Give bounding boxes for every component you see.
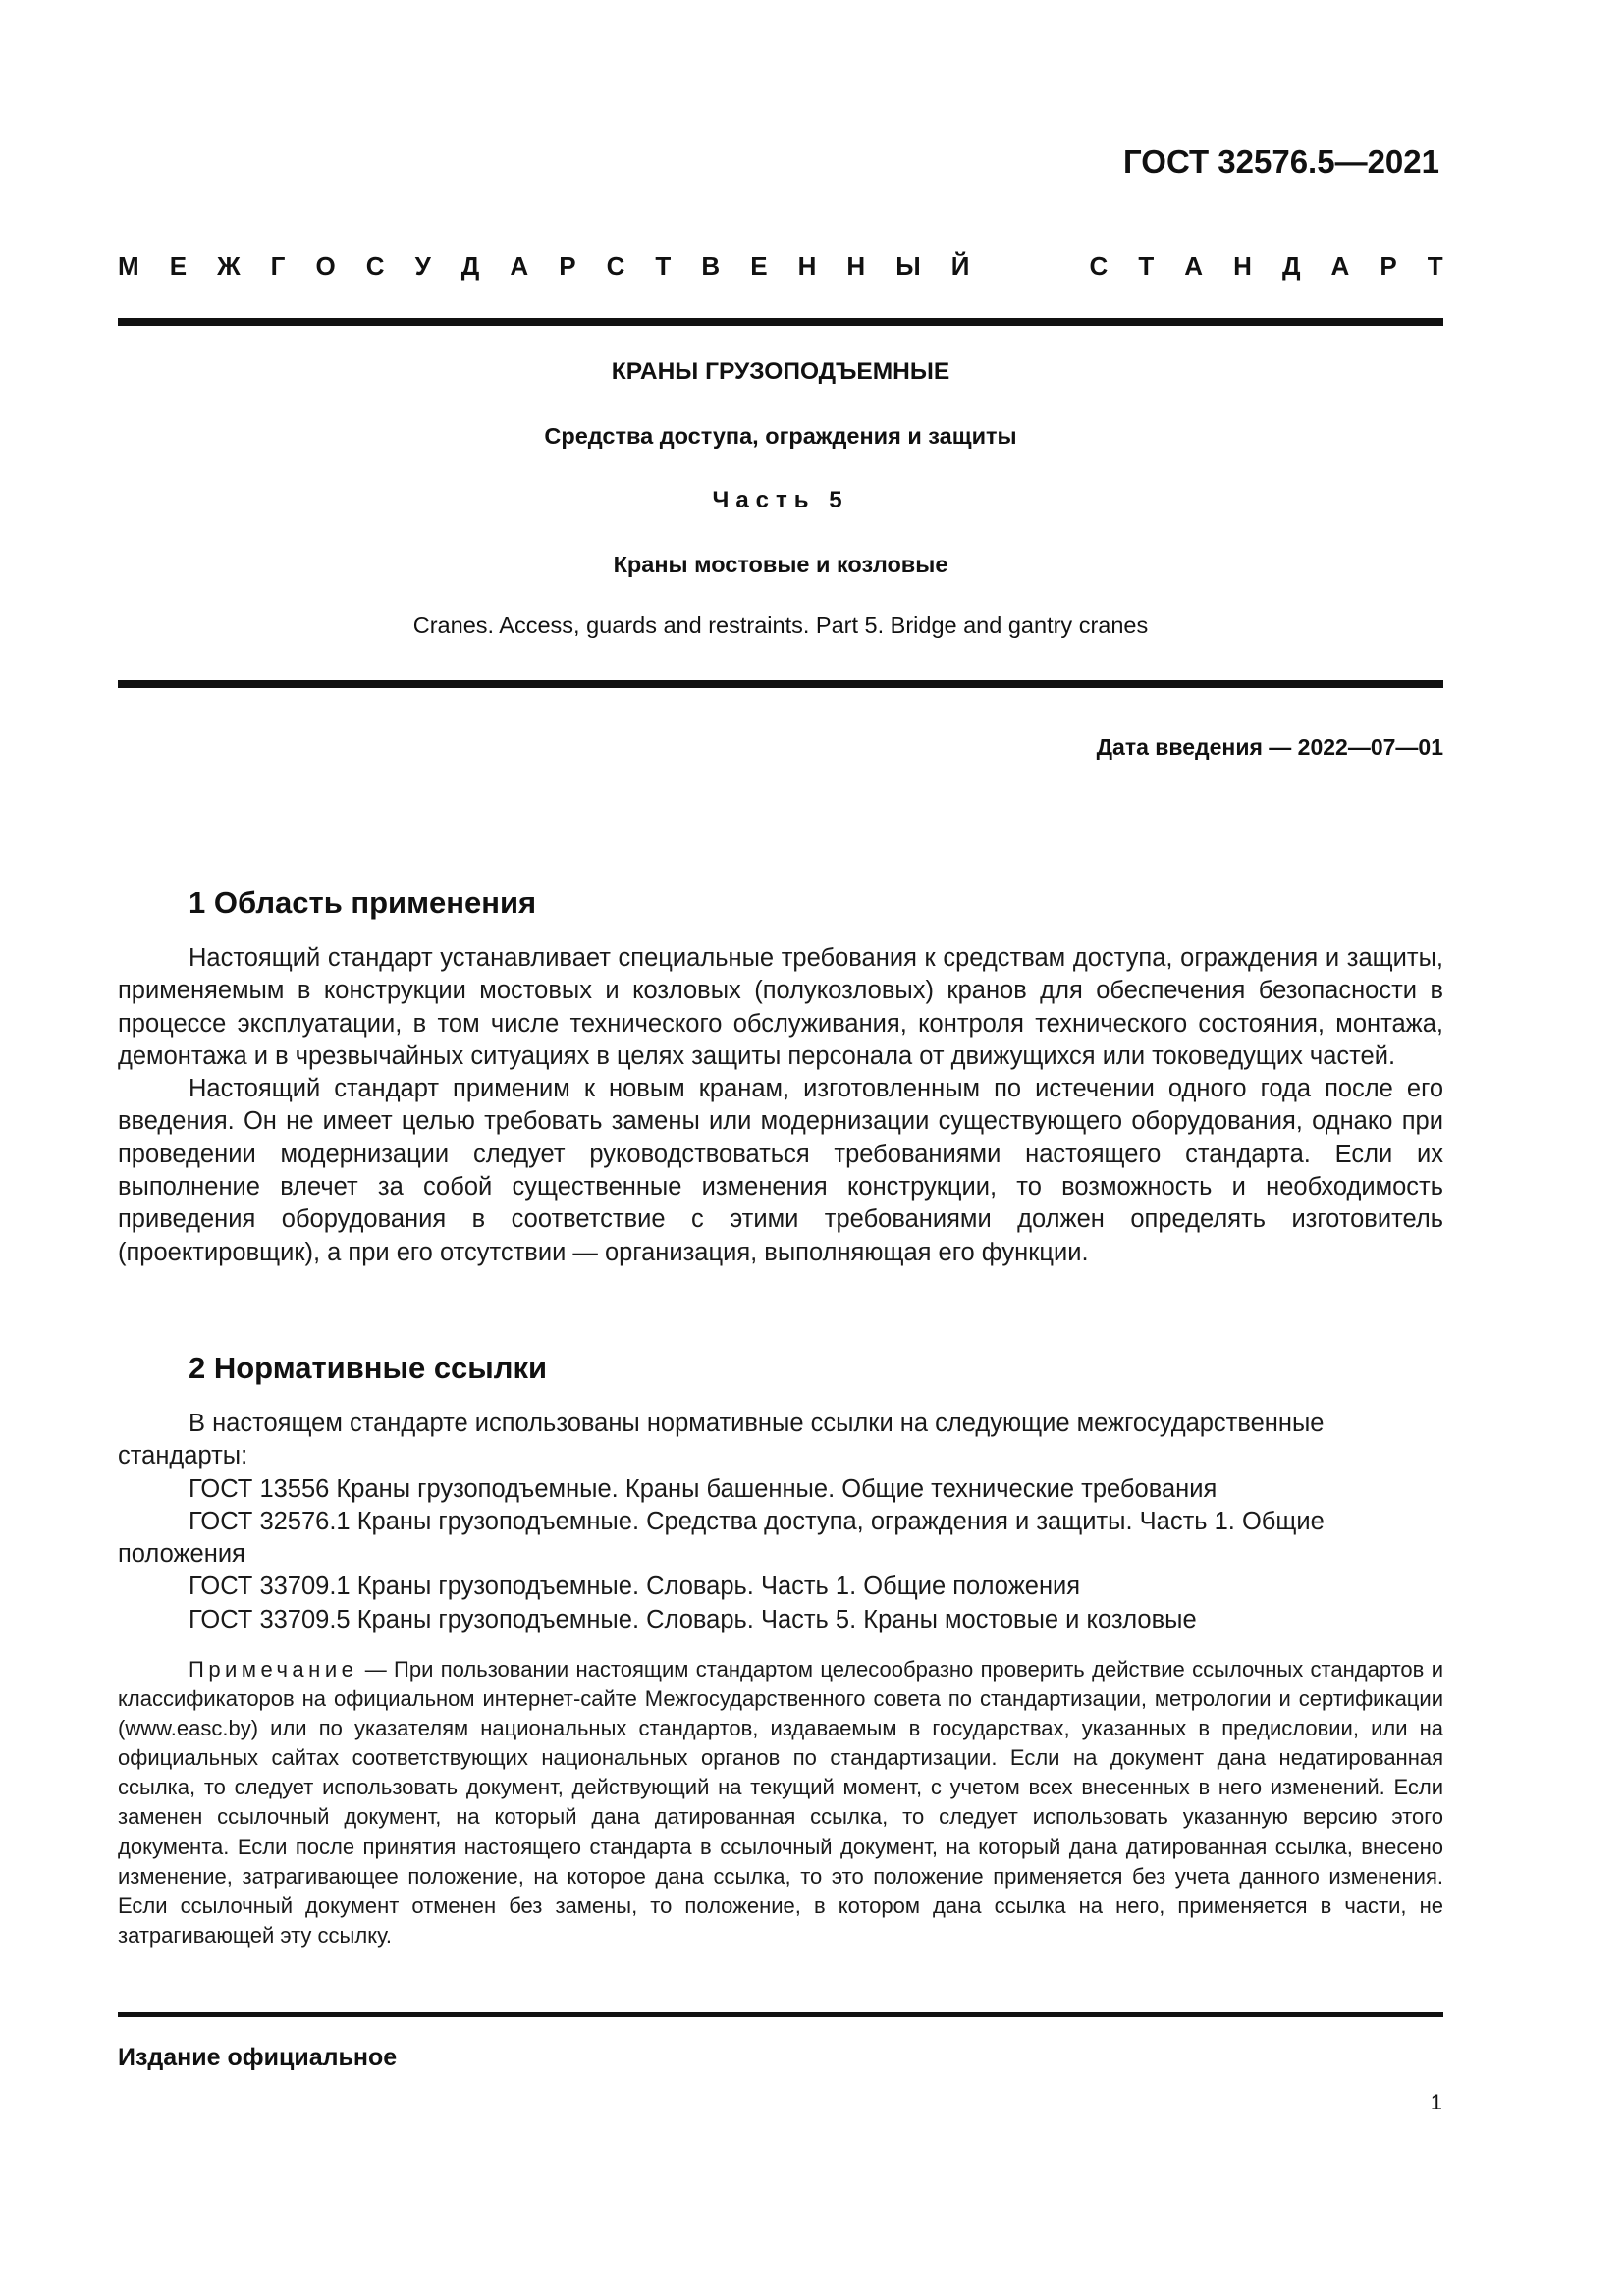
banner-letter: Т xyxy=(655,251,672,281)
paragraph: Настоящий стандарт применим к новым кранам, изготовленным по истечении одного года после его введения. Он не имеет целью требовать замены или модернизации существующего оборудования, однако при проведении модернизации следует руководствоваться требованиями настоящего стандарта. Если их выполнение влечет за собой существенные изменения конструкции, то возможность и необходимость приведения оборудования в соответствие с этими требованиями должен определять изготовитель (проектировщик), а при его отсутствии — организация, выполняющая его функции. xyxy=(118,1075,1443,1266)
banner-letter: Ж xyxy=(217,251,241,281)
reference-item: ГОСТ 33709.5 Краны грузоподъемные. Словарь. Часть 5. Краны мостовые и козловые xyxy=(189,1605,1197,1633)
note-label: Примечание xyxy=(189,1657,358,1682)
standard-part: Часть 5 xyxy=(712,487,849,513)
section-1-heading: 1 Область применения xyxy=(189,885,537,920)
edition-label: Издание официальное xyxy=(118,2044,398,2071)
banner-letter: С xyxy=(1089,251,1109,281)
banner-letter: Г xyxy=(270,251,286,281)
banner-letter: Й xyxy=(950,251,970,281)
banner-letter: Е xyxy=(169,251,188,281)
part-title: Краны мостовые и козловые xyxy=(613,552,948,577)
banner-letter: Ы xyxy=(895,251,921,281)
introduction-date: Дата введения — 2022—07—01 xyxy=(1096,734,1443,760)
banner-letter: Р xyxy=(559,251,576,281)
reference-item: ГОСТ 33709.1 Краны грузоподъемные. Словарь. Часть 1. Общие положения xyxy=(189,1573,1081,1601)
banner-letter: О xyxy=(315,251,336,281)
banner-letter: Н xyxy=(797,251,817,281)
banner-letter: Т xyxy=(1138,251,1155,281)
section-1-body xyxy=(118,942,1443,1269)
standard-banner xyxy=(118,251,1443,282)
banner-letter: Н xyxy=(1233,251,1252,281)
reference-item: ГОСТ 32576.1 Краны грузоподъемные. Средства доступа, ограждения и защиты. Часть 1. Общие положения xyxy=(118,1507,1325,1569)
banner-letter: Т xyxy=(1427,251,1443,281)
banner-letter: Н xyxy=(846,251,866,281)
banner-word-gap xyxy=(1000,251,1058,282)
reference-item: ГОСТ 13556 Краны грузоподъемные. Краны башенные. Общие технические требования xyxy=(189,1474,1218,1503)
note-paragraph xyxy=(118,1655,1443,1950)
english-title: Cranes. Access, guards and restraints. Part 5. Bridge and gantry cranes xyxy=(412,613,1149,638)
page-number: 1 xyxy=(1430,2090,1442,2114)
note-text: — При пользовании настоящим стандартом целесообразно проверить действие ссылочных стандартов и классификаторов на официальном интернет-сайте Межгосударственного совета по стандартизации, метрологии и сертификации (www.easc.by) или по указателям национальных стандартов, издаваемым в государствах, указанных в предисловии, или на официальных сайтах соответствующих национальных органов по стандартизации. Если на документ дана недатированная ссылка, то следует использовать документ, действующий на текущий момент, с учетом всех внесенных в него изменений. Если заменен ссылочный документ, на который дана датированная ссылка, то следует использовать указанную версию этого документа. Если после принятия настоящего стандарта в ссылочный документ, на который дана датированная ссылка, внесено изменение, затрагивающее положение, на которое дана ссылка, то это положение применяется без учета данного изменения. Если ссылочный документ отменен без замены, то положение, в котором дана ссылка на него, применяется в части, не затрагивающей эту ссылку. xyxy=(118,1657,1443,1948)
standard-title: КРАНЫ ГРУЗОПОДЪЕМНЫЕ xyxy=(611,358,950,385)
banner-letter: А xyxy=(1184,251,1204,281)
banner-letter: А xyxy=(1330,251,1350,281)
footer-divider xyxy=(118,2012,1443,2017)
banner-letter: Е xyxy=(750,251,768,281)
banner-letter: С xyxy=(365,251,385,281)
document-id: ГОСТ 32576.5—2021 xyxy=(1123,143,1439,180)
paragraph: В настоящем стандарте использованы нормативные ссылки на следующие межгосударственные стандарты: xyxy=(118,1410,1325,1470)
note-block xyxy=(118,1655,1443,1950)
header-divider xyxy=(118,318,1443,326)
banner-letter: В xyxy=(701,251,721,281)
banner-letter: У xyxy=(414,251,431,281)
banner-letter: С xyxy=(606,251,625,281)
paragraph: Настоящий стандарт устанавливает специальные требования к средствам доступа, ограждения и защиты, применяемым в конструкции мостовых и козловых (полукозловых) кранов для обеспечения безопасности в процессе эксплуатации, в том числе технического обслуживания, контроля технического состояния, монтажа, демонтажа и в чрезвычайных ситуациях в целях защиты персонала от движущихся или токоведущих частей. xyxy=(118,944,1443,1070)
banner-letter: А xyxy=(510,251,529,281)
banner-letter: М xyxy=(118,251,139,281)
banner-letter: Д xyxy=(1281,251,1301,281)
section-2-body xyxy=(118,1408,1443,1636)
section-2-heading: 2 Нормативные ссылки xyxy=(189,1351,548,1385)
standard-subtitle: Средства доступа, ограждения и защиты xyxy=(544,423,1017,449)
banner-letter: Р xyxy=(1380,251,1397,281)
title-divider xyxy=(118,680,1443,688)
banner-letter: Д xyxy=(460,251,480,281)
